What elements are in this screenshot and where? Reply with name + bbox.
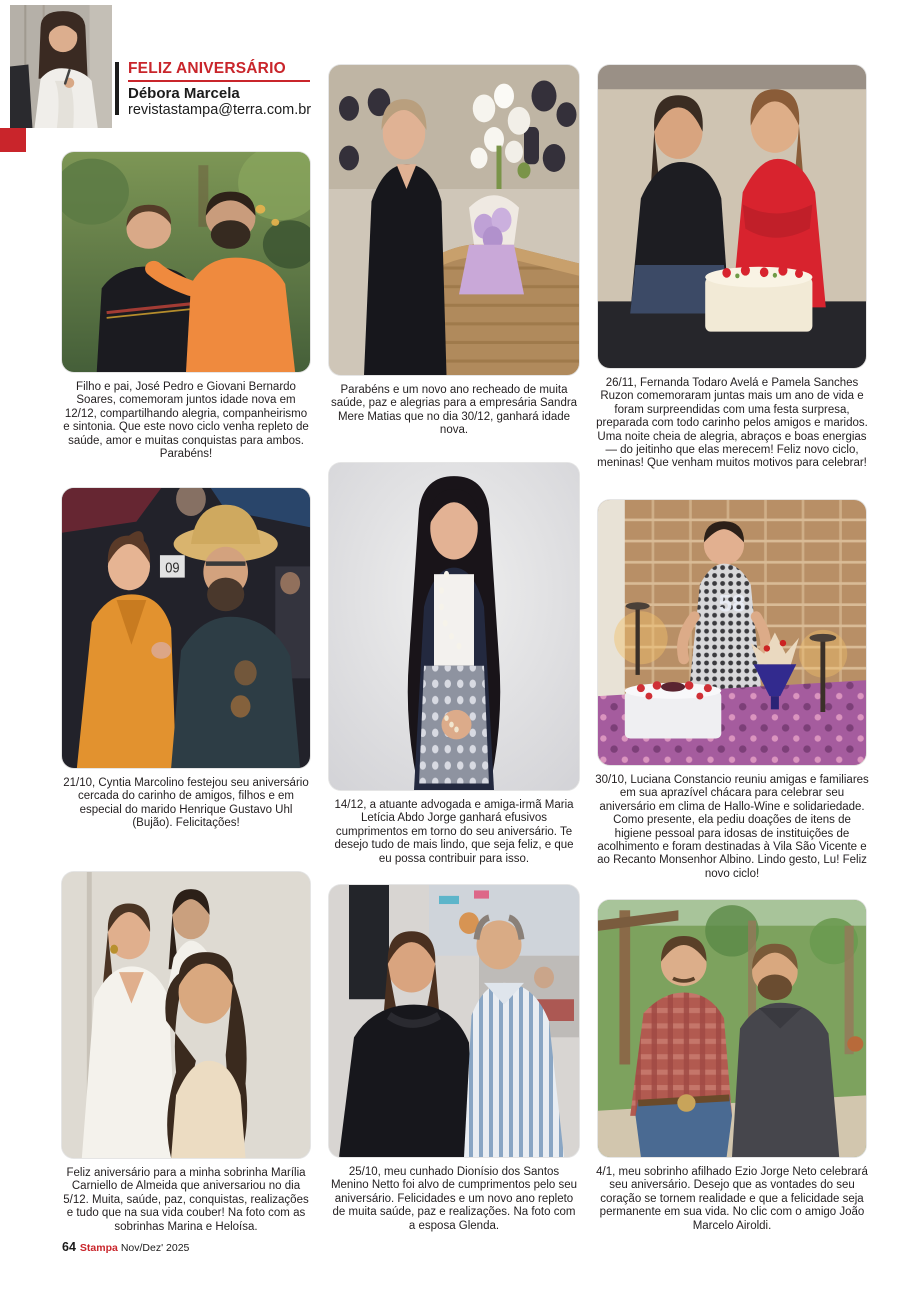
columnist-name: Débora Marcela <box>128 85 240 102</box>
photo-dionisio <box>329 885 579 1157</box>
entry-caption: 21/10, Cyntia Marcolino festejou seu aniversário cercada do carinho de amigos, filhos e em especial do marido Henrique Gustavo Uhl (Bujão). Felicitações! <box>63 777 309 830</box>
photo-illustration <box>329 463 579 790</box>
entry-caption: 26/11, Fernanda Todaro Avelá e Pamela Sanches Ruzon comemoraram juntas mais um ano de vida e foram surpreendidas com uma festa surpresa, preparada com todo carinho pelos amigos e maridos. Uma noite cheia de alegria, abraços e boas energias — do jeitinho que elas merecem! Feliz novo ciclo, meninas! Que venham muitos motivos para celebrar! <box>596 377 868 470</box>
photo-illustration <box>329 65 579 375</box>
entry-caption: 25/10, meu cunhado Dionísio dos Santos Menino Netto foi alvo de cumprimentos pelo seu aniversário. Felicidades e um novo ano repleto de muita saúde, paz e realizações. Na foto com a esposa Glenda. <box>330 1166 578 1232</box>
issue-date: Nov/Dez' 2025 <box>120 1242 190 1254</box>
photo-cyntia <box>62 488 310 768</box>
entry-caption: Parabéns e um novo ano recheado de muita saúde, paz e alegrias para a empresária Sandra Mere Matias que no dia 30/12, ganhará idade nova. <box>330 384 578 437</box>
columnist-photo <box>10 5 112 128</box>
photo-illustration <box>598 65 866 368</box>
photo-illustration <box>62 152 310 372</box>
entry-luciana <box>595 500 869 881</box>
photo-illustration <box>62 488 310 768</box>
page-number: 64 <box>62 1240 76 1254</box>
entry-sandra <box>329 65 579 438</box>
entry-cyntia <box>62 488 310 831</box>
entry-father-son <box>62 152 310 461</box>
magazine-name: Stampa <box>79 1242 118 1254</box>
photo-father-son <box>62 152 310 372</box>
red-corner-tab <box>0 128 26 152</box>
entry-maria-leticia <box>329 463 579 866</box>
entry-caption: Feliz aniversário para a minha sobrinha Marília Carniello de Almeida que aniversariou no dia 5/12. Muita, saúde, paz, conquistas, realizações e tudo que na sua vida couber! Na foto com as sobrinhas Marina e Heloísa. <box>63 1167 309 1233</box>
photo-maria-leticia <box>329 463 579 790</box>
photo-illustration <box>329 885 579 1157</box>
photo-illustration <box>598 500 866 765</box>
column-title: FELIZ ANIVERSÁRIO <box>128 60 286 77</box>
entry-fernanda-pamela <box>598 65 866 471</box>
entry-ezio <box>598 900 866 1233</box>
photo-illustration <box>62 872 310 1158</box>
photo-illustration <box>598 900 866 1157</box>
entry-caption: Filho e pai, José Pedro e Giovani Bernardo Soares, comemoram juntos idade nova em 12/12, compartilhando alegria, companheirismo e sintonia. Que este novo ciclo venha repleto de saúde, amor e muitas conquistas para ambos. Parabéns! <box>63 381 309 461</box>
photo-marilia <box>62 872 310 1158</box>
photo-ezio <box>598 900 866 1157</box>
columnist-email-link[interactable]: revistastampa@terra.com.br <box>128 102 312 118</box>
photo-fernanda-pamela <box>598 65 866 368</box>
photo-age-number: 58 <box>718 590 746 618</box>
photo-sandra <box>329 65 579 375</box>
entry-caption: 14/12, a atuante advogada e amiga-irmã Maria Letícia Abdo Jorge ganhará efusivos cumprimentos em torno do seu aniversário. Te desejo tudo de mais lindo, que seja feliz, e que eu possa contribuir para isso. <box>334 799 574 865</box>
header-divider-bar <box>115 62 119 115</box>
title-underline <box>128 80 310 82</box>
photo-sign-text: 09 <box>165 559 180 576</box>
entry-dionisio <box>329 885 579 1233</box>
entry-caption: 30/10, Luciana Constancio reuniu amigas e familiares em sua aprazível chácara para celebrar seu aniversário em clima de Hallo-Wine e solidariedade. Como presente, ela pediu doações de itens de higiene pessoal para idosas de instituições de acolhimento e foram destinadas à Vila São Vicente e ao Recanto Monsenhor Albino. Lindo gesto, Lu! Feliz novo ciclo! <box>595 774 869 880</box>
entry-caption: 4/1, meu sobrinho afilhado Ezio Jorge Neto celebrará seu aniversário. Desejo que as vontades do seu coração se tornem realidade e que a felicidade seja permanente em sua vida. No clic com o amigo João Marcelo Airoldi. <box>596 1166 868 1232</box>
photo-luciana <box>598 500 866 765</box>
entry-marilia <box>62 872 310 1234</box>
columnist-photo-illustration <box>10 5 112 128</box>
page-footer <box>62 1240 189 1254</box>
